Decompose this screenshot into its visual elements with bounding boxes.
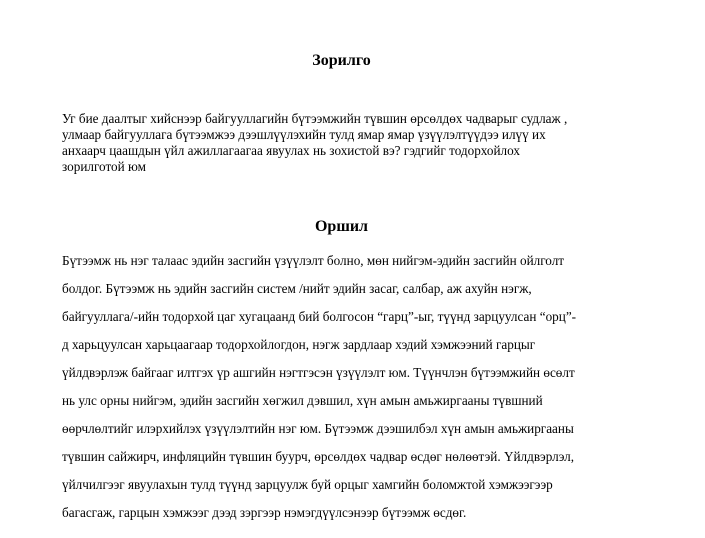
- intro-paragraph: Бүтээмж нь нэг талаас эдийн засгийн үзүүлэлт болно, мөн нийгэм-эдийн засгийн ойлголт болдог. Бүтээмж нь эдийн засгийн систем /нийт эдийн засаг, салбар, аж ахуйн нэгж, байгууллага/-ийн тодорхой цаг хугацаанд бий болгосон “гарц”-ыг, түүнд зарцуулсан “орц”- д харьцуулсан харьцаагаар тодорхойлогдон, нэгж зардлаар хэдий хэмжээний гарцыг үйлдвэрлэж байгааг илтгэх үр ашгийн нэгтгэсэн үзүүлэлт юм. Түүнчлэн бүтээмжийн өсөлт нь улс орны нийгэм, эдийн засгийн хөгжил дэвшил, хүн амын амьжиргааны түвшний өөрчлөлтийг илэрхийлэх үзүүлэлтийн нэг юм. Бүтээмж дээшилбэл хүн амын амьжиргааны түвшин сайжирч, инфляцийн түвшин буурч, өрсөлдөх чадвар өсдөг нөлөөтэй. Үйлдвэрлэл, үйлчилгээг явуулахын тулд түүнд зарцуулж буй орцыг хамгийн боломжтой хэмжээгээр багасгаж, гарцын хэмжээг дээд зэргээр нэмэгдүүлсэнээр бүтээмж өсдөг.: [62, 253, 577, 520]
- goal-heading: Зорилго: [312, 52, 371, 69]
- goal-paragraph: Уг бие даалтыг хийснээр байгууллагийн бүтээмжийн түвшин өрсөлдөх чадварыг судлаж , улмаар байгууллага бүтээмжээ дээшлүүлэхийн тулд ямар ямар үзүүлэлтүүдээ илүү их анхаарч цаашдын үйл ажиллагаагаа явуулах нь зохистой вэ? гэдгийг тодорхойлох зорилготой юм: [62, 111, 568, 174]
- intro-heading: Оршил: [314, 218, 369, 235]
